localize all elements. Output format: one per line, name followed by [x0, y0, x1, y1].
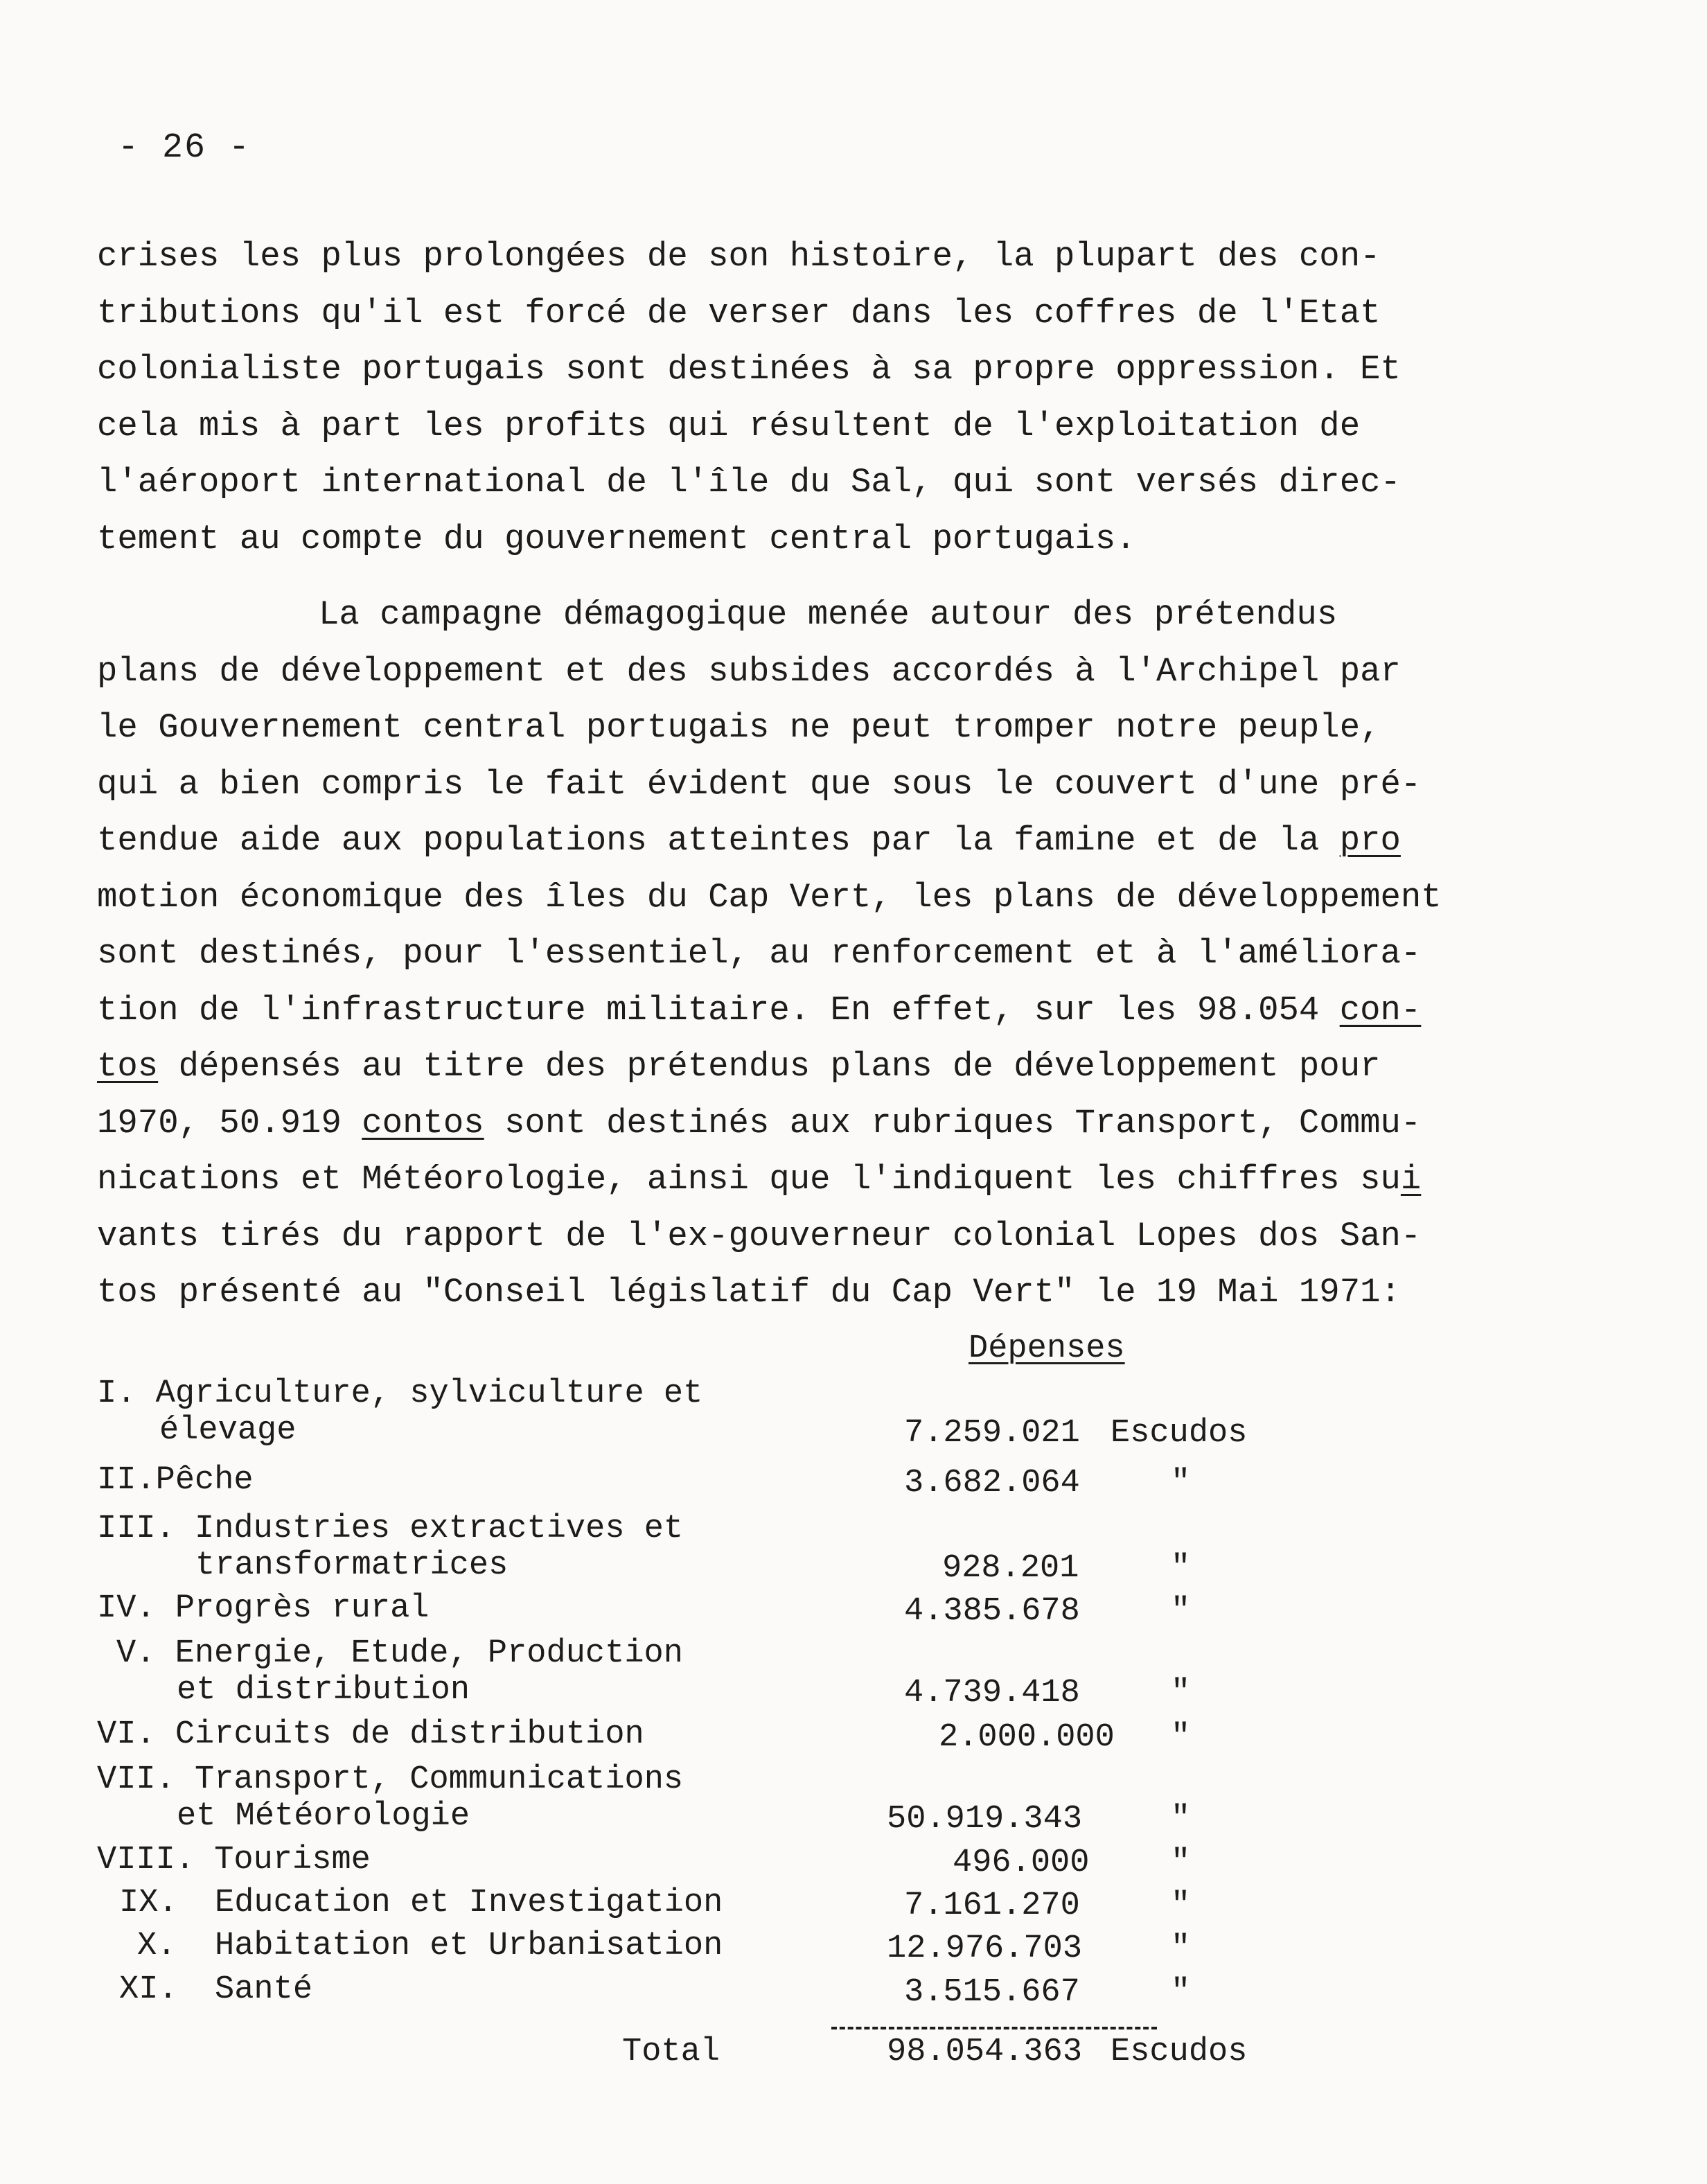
text-segment: dépensés au titre des prétendus plans de développement pour — [158, 1047, 1381, 1086]
row-unit: " — [1171, 1550, 1191, 1587]
text-segment: nications et Météorologie, ainsi que l'indiquent les chiffres su — [97, 1160, 1401, 1199]
row-unit: " — [1171, 1887, 1191, 1924]
underlined-text: contos — [362, 1103, 484, 1143]
row-amount: 2.000.000 — [939, 1719, 1115, 1756]
text-segment: sont destinés aux rubriques Transport, Commu- — [484, 1103, 1422, 1143]
text-line: motion économique des îles du Cap Vert, les plans de développement — [97, 877, 1442, 917]
text-segment: tendue aide aux populations atteintes par la famine et de la — [97, 821, 1340, 860]
column-header-depenses: Dépenses — [969, 1330, 1125, 1367]
underlined-text: tos — [97, 1047, 159, 1086]
row-amount: 928.201 — [942, 1550, 1079, 1587]
row-label: IV. Progrès rural — [97, 1590, 430, 1627]
row-amount: 3.682.064 — [904, 1465, 1080, 1502]
row-amount: 4.385.678 — [904, 1593, 1080, 1630]
row-unit: " — [1171, 1801, 1191, 1838]
row-label-continued: Santé — [215, 1971, 313, 2008]
text-line: crises les plus prolongées de son histoire, la plupart des con- — [97, 237, 1381, 276]
underlined-text: pro — [1339, 821, 1401, 860]
row-amount: 50.919.343 — [887, 1801, 1083, 1838]
row-label: V. Energie, Etude, Production — [116, 1635, 683, 1672]
row-label: VI. Circuits de distribution — [97, 1716, 644, 1753]
row-unit: " — [1171, 1719, 1191, 1756]
text-line: qui a bien compris le fait évident que sous le couvert d'une pré- — [97, 764, 1422, 804]
text-line: plans de développement et des subsides accordés à l'Archipel par — [97, 651, 1401, 691]
row-label: VIII. Tourisme — [97, 1842, 371, 1878]
row-label: XI. — [119, 1971, 178, 2008]
row-unit: " — [1171, 1465, 1191, 1502]
row-label-continued: Education et Investigation — [215, 1885, 723, 1921]
row-amount: 4.739.418 — [904, 1675, 1080, 1711]
text-line: tos présenté au "Conseil législatif du Cap Vert" le 19 Mai 1971: — [97, 1273, 1401, 1312]
total-separator-line — [831, 2027, 1157, 2029]
page-number: - 26 - — [118, 128, 251, 168]
row-label-continued: transformatrices — [195, 1547, 508, 1584]
row-amount: 7.259.021 — [904, 1415, 1080, 1452]
text-line: colonialiste portugais sont destinées à sa propre oppression. Et — [97, 350, 1401, 389]
text-line: l'aéroport international de l'île du Sal, qui sont versés direc- — [97, 463, 1401, 502]
row-amount: 3.515.667 — [904, 1974, 1080, 2011]
row-unit: " — [1171, 1844, 1191, 1881]
text-line: tributions qu'il est forcé de verser dans les coffres de l'Etat — [97, 293, 1381, 333]
row-label: III. Industries extractives et — [97, 1511, 684, 1547]
text-line: La campagne démagogique menée autour des prétendus — [319, 595, 1338, 634]
total-unit: Escudos — [1111, 2034, 1248, 2070]
text-segment: tion de l'infrastructure militaire. En effet, sur les 98.054 — [97, 990, 1340, 1030]
row-unit: Escudos — [1111, 1415, 1248, 1452]
underlined-text: con- — [1339, 990, 1422, 1030]
row-label-continued: et distribution — [177, 1672, 470, 1709]
row-label-continued: Habitation et Urbanisation — [215, 1928, 723, 1964]
text-line: sont destinés, pour l'essentiel, au renforcement et à l'améliora- — [97, 934, 1422, 973]
row-label-continued: et Météorologie — [177, 1798, 470, 1835]
total-label: Total — [622, 2034, 720, 2070]
row-label: II.Pêche — [97, 1462, 254, 1499]
row-label: X. — [137, 1928, 177, 1964]
underlined-text: i — [1400, 1160, 1422, 1199]
row-amount: 7.161.270 — [904, 1887, 1080, 1924]
row-amount: 12.976.703 — [887, 1930, 1083, 1967]
text-line: vants tirés du rapport de l'ex-gouverneur colonial Lopes dos San- — [97, 1216, 1422, 1256]
text-line: cela mis à part les profits qui résultent de l'exploitation de — [97, 406, 1361, 446]
row-label: IX. — [119, 1885, 178, 1921]
row-amount: 496.000 — [953, 1844, 1090, 1881]
total-amount: 98.054.363 — [887, 2034, 1083, 2070]
row-label: I. Agriculture, sylviculture et — [97, 1375, 703, 1412]
text-line: le Gouvernement central portugais ne peut tromper notre peuple, — [97, 708, 1381, 747]
row-label: VII. Transport, Communications — [97, 1761, 684, 1798]
row-unit: " — [1171, 1974, 1191, 2011]
row-unit: " — [1171, 1930, 1191, 1967]
row-unit: " — [1171, 1593, 1191, 1630]
row-unit: " — [1171, 1675, 1191, 1711]
text-segment: 1970, 50.919 — [97, 1103, 362, 1143]
text-line: tement au compte du gouvernement central portugais. — [97, 519, 1136, 558]
row-label-continued: élevage — [159, 1412, 297, 1449]
